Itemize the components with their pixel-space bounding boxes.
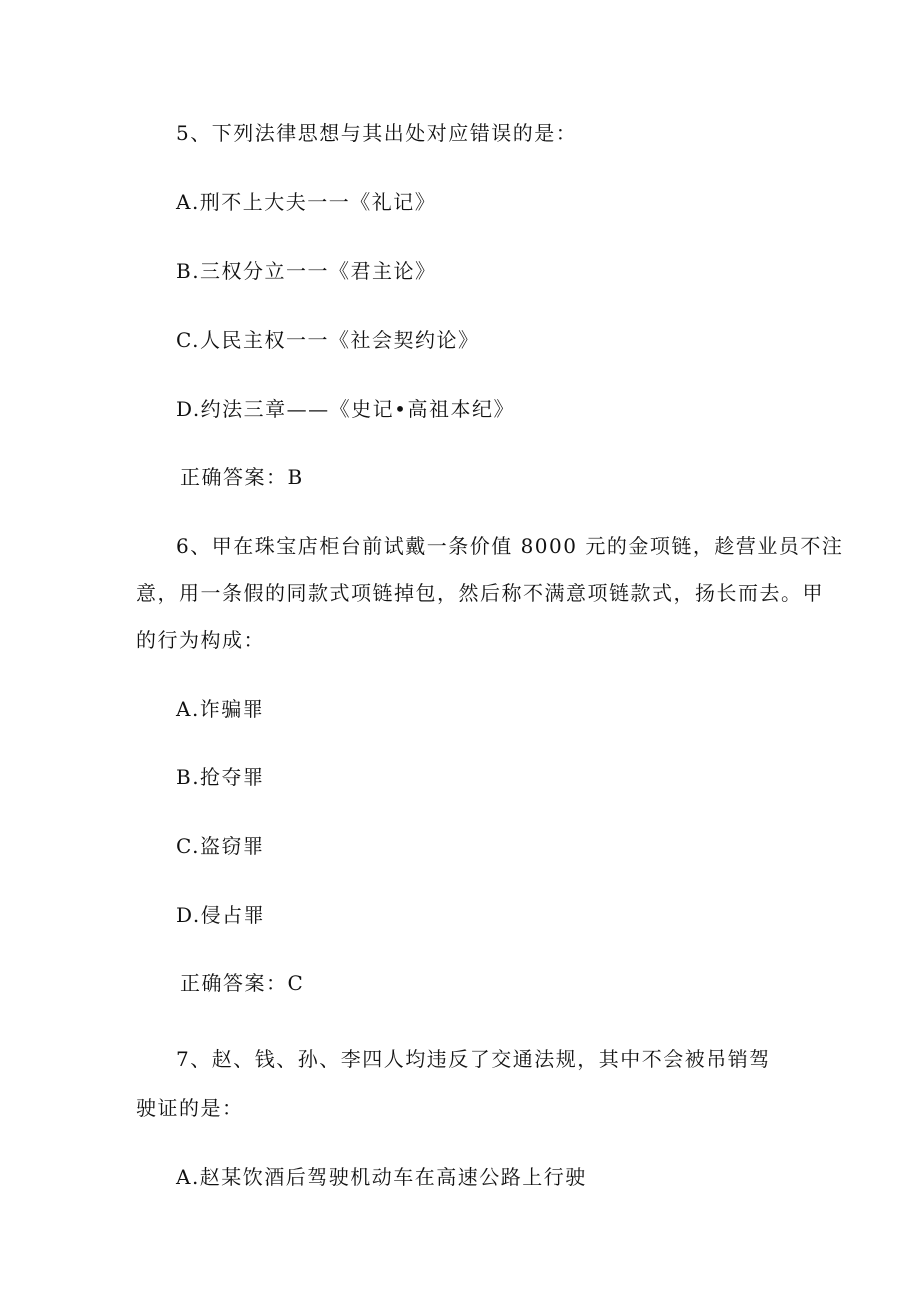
question-6-stem-line-3: 的行为构成： <box>136 628 265 652</box>
question-5-option-a: A.刑不上大夫一一《礼记》 <box>176 190 437 214</box>
question-7-stem-line-1: 7、赵、钱、孙、李四人均违反了交通法规，其中不会被吊销驾 <box>176 1047 771 1071</box>
question-7-option-a: A.赵某饮酒后驾驶机动车在高速公路上行驶 <box>176 1165 587 1189</box>
question-5-option-c: C.人民主权一一《社会契约论》 <box>176 328 480 352</box>
question-6-stem-line-1: 6、甲在珠宝店柜台前试戴一条价值 8000 元的金项链，趁营业员不注 <box>176 534 844 558</box>
question-5-stem: 5、下列法律思想与其出处对应错误的是： <box>176 121 578 145</box>
question-6-answer: 正确答案：C <box>180 971 305 995</box>
question-5-answer: 正确答案：B <box>180 465 304 489</box>
question-5-option-b: B.三权分立一一《君主论》 <box>176 259 437 283</box>
question-6-stem-line-2: 意，用一条假的同款式项链掉包，然后称不满意项链款式，扬长而去。甲 <box>136 581 824 605</box>
question-6-option-c: C.盗窃罪 <box>176 834 265 858</box>
question-6-option-d: D.侵占罪 <box>176 903 266 927</box>
question-6-option-a: A.诈骗罪 <box>176 697 265 721</box>
question-6-option-b: B.抢夺罪 <box>176 765 265 789</box>
question-7-stem-line-2: 驶证的是： <box>136 1096 244 1120</box>
question-5-option-d: D.约法三章——《史记•高祖本纪》 <box>176 397 515 421</box>
